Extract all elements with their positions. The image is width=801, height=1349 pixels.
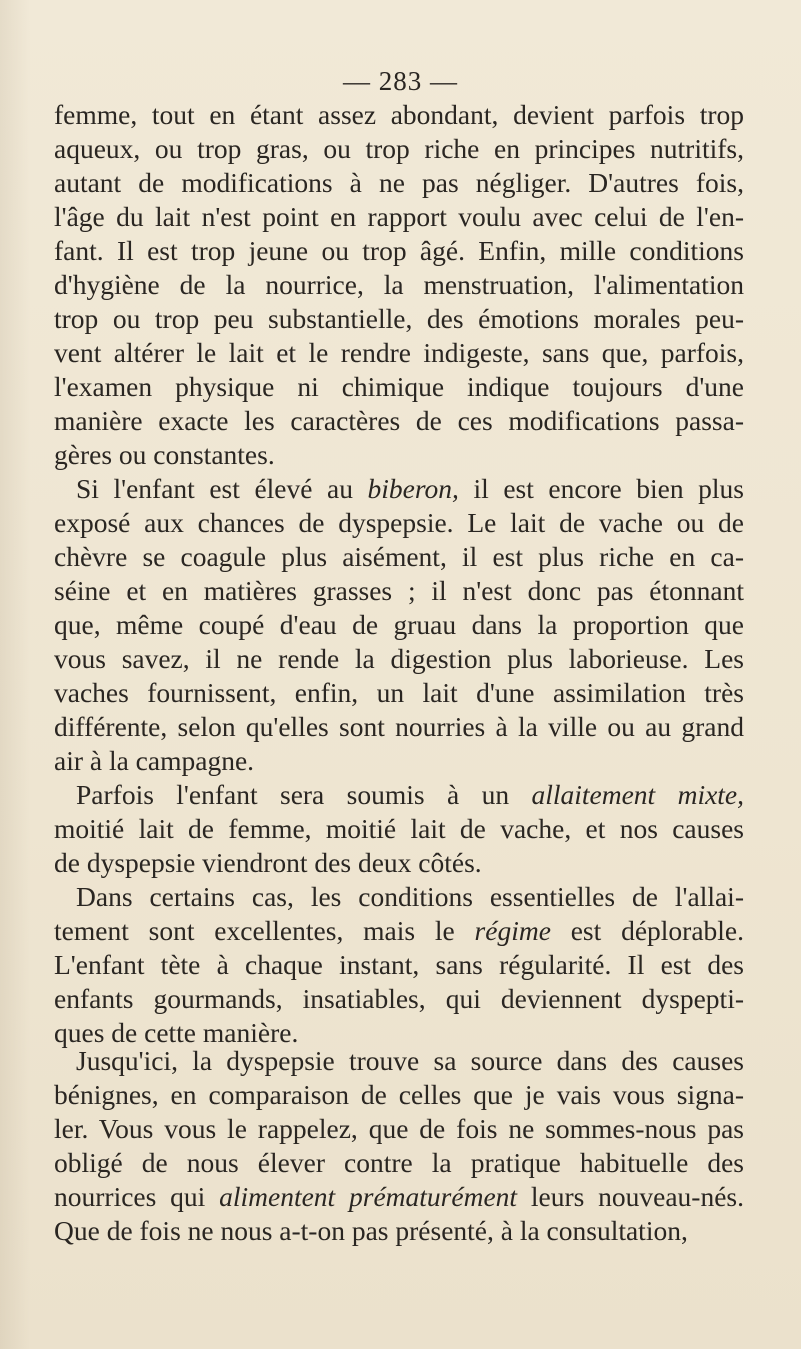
text-line: obligé de nous élever contre la pratique habituelle des — [54, 1147, 744, 1178]
italic-run: allaitement mixte, — [531, 779, 745, 810]
paragraph — [54, 778, 744, 880]
text-run: est déplorable. — [550, 915, 744, 946]
text-line: exposé aux chances de dyspepsie. Le lait de vache ou de — [54, 507, 744, 538]
paragraph — [54, 880, 744, 1050]
text-line: femme, tout en étant assez abondant, devient parfois trop — [54, 99, 744, 130]
text-line: que, même coupé d'eau de gruau dans la proportion que — [54, 609, 744, 640]
italic-run: régime — [474, 915, 551, 946]
text-run: nourrices qui — [54, 1181, 220, 1212]
text-line: autant de modifications à ne pas négliger. D'autres fois, — [54, 167, 744, 198]
italic-run: alimentent prématurément — [219, 1181, 518, 1212]
text-run: tement sont excellentes, mais le — [54, 915, 475, 946]
text-line — [54, 880, 744, 914]
page-number: — 283 — — [343, 66, 458, 96]
text-line: bénignes, en comparaison de celles que je vais vous signa- — [54, 1079, 744, 1110]
text-line: de dyspepsie viendront des deux côtés. — [54, 847, 482, 878]
text-line: vaches fournissent, enfin, un lait d'une assimilation très — [54, 677, 744, 708]
text-line: enfants gourmands, insatiables, qui deviennent dyspepti- — [54, 983, 744, 1014]
text-run: Jusqu'ici, la dyspepsie trouve sa source dans des causes — [76, 1045, 744, 1076]
paragraph — [54, 472, 744, 778]
text-line — [54, 472, 744, 506]
text-line: aqueux, ou trop gras, ou trop riche en principes nutritifs, — [54, 133, 744, 164]
text-line: ler. Vous vous le rappelez, que de fois ne sommes-nous pas — [54, 1113, 744, 1144]
paragraph — [54, 98, 744, 472]
text-line: différente, selon qu'elles sont nourries à la ville ou au grand — [54, 711, 744, 742]
text-line — [54, 914, 744, 948]
text-line: l'examen physique ni chimique indique toujours d'une — [54, 371, 744, 402]
text-block-upper — [54, 98, 744, 1050]
paragraph — [54, 1044, 744, 1248]
italic-run: biberon, — [367, 473, 459, 504]
text-run: Si l'enfant est élevé au — [76, 473, 368, 504]
text-line — [54, 778, 744, 812]
text-line: air à la campagne. — [54, 745, 255, 776]
text-run: il est encore bien plus — [458, 473, 744, 504]
text-line: chèvre se coagule plus aisément, il est plus riche en ca- — [54, 541, 744, 572]
text-line: d'hygiène de la nourrice, la menstruation, l'alimentation — [54, 269, 744, 300]
text-line: gères ou constantes. — [54, 439, 275, 470]
text-line — [54, 1044, 744, 1078]
text-line: manière exacte les caractères de ces modifications passa- — [54, 405, 744, 436]
text-line: ques de cette manière. — [54, 1017, 299, 1048]
text-line — [54, 1180, 744, 1214]
text-line: vent altérer le lait et le rendre indigeste, sans que, parfois, — [54, 337, 744, 368]
text-line: L'enfant tète à chaque instant, sans régularité. Il est des — [54, 949, 744, 980]
text-line: moitié lait de femme, moitié lait de vache, et nos causes — [54, 813, 744, 844]
text-line: l'âge du lait n'est point en rapport voulu avec celui de l'en- — [54, 201, 744, 232]
text-line: Que de fois ne nous a-t-on pas présenté, à la consultation, — [54, 1215, 688, 1246]
text-run: leurs nouveau-nés. — [517, 1181, 744, 1212]
text-line: vous savez, il ne rende la digestion plus laborieuse. Les — [54, 643, 744, 674]
text-block-lower — [54, 1044, 744, 1248]
text-line: séine et en matières grasses ; il n'est donc pas étonnant — [54, 575, 744, 606]
text-run: Dans certains cas, les conditions essentielles de l'allai- — [76, 881, 744, 912]
text-line: trop ou trop peu substantielle, des émotions morales peu- — [54, 303, 744, 334]
text-run: Parfois l'enfant sera soumis à un — [76, 779, 532, 810]
text-line: fant. Il est trop jeune ou trop âgé. Enfin, mille conditions — [54, 235, 744, 266]
